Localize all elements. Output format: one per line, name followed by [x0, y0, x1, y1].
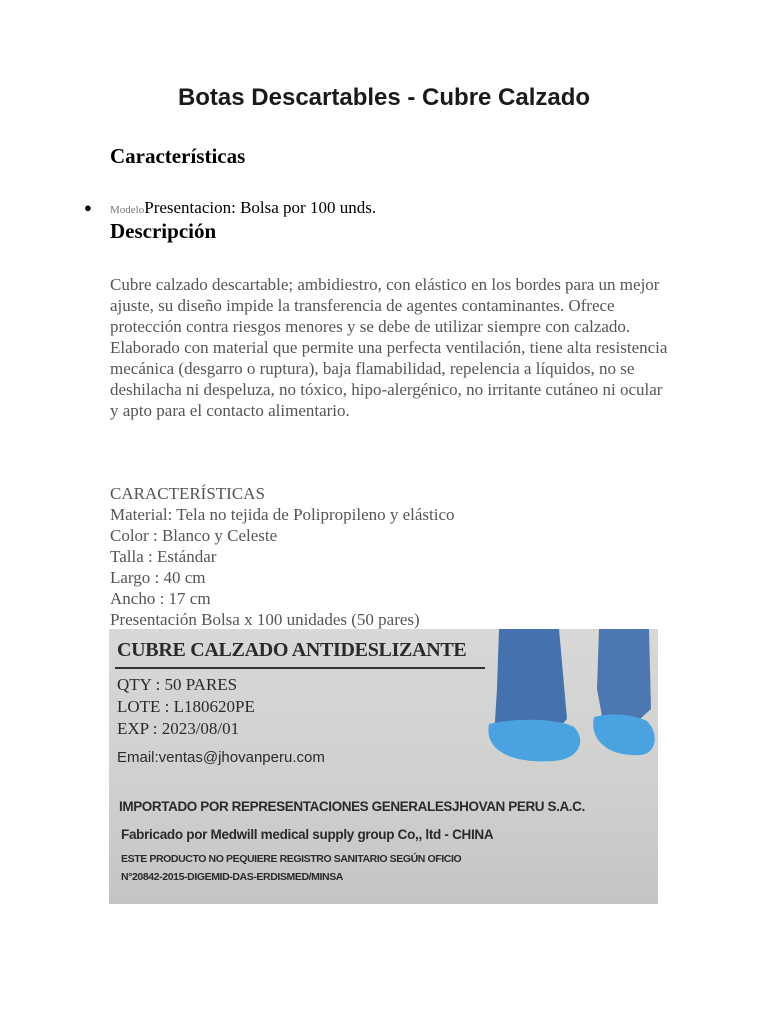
features-heading: Características	[110, 144, 246, 168]
package-registry-2: N°20842-2015-DIGEMID-DAS-ERDISMED/MINSA	[121, 871, 343, 883]
feature-bullet	[84, 198, 376, 218]
bullet-text: Presentacion: Bolsa por 100 unds.	[144, 198, 377, 217]
specs-heading: CARACTERÍSTICAS	[110, 484, 265, 503]
package-product-name: CUBRE CALZADO ANTIDESLIZANTE	[117, 639, 467, 661]
page-title: Botas Descartables - Cubre Calzado	[177, 84, 591, 111]
package-email: Email:ventas@jhovanperu.com	[117, 749, 325, 766]
bullet-dot-icon: ●	[84, 200, 92, 215]
bullet-small-label: Modelo	[110, 204, 145, 216]
package-label-photo	[109, 629, 658, 904]
description-body	[110, 274, 670, 421]
boot-covers-illustration	[479, 629, 658, 769]
spec-line: Color : Blanco y Celeste	[110, 526, 278, 545]
package-underline	[115, 667, 485, 669]
description-paragraph-2: Elaborado con material que permite una perfecta ventilación, tiene alta resistencia mecánica (desgarro o ruptura), baja flamabilidad, repelencia a líquidos, no se deshilacha ni despeluza, no tóxico, hipo-alergénico, no irritante cutáneo ni ocular y apto para el contacto alimentario.	[110, 338, 668, 420]
spec-line: Talla : Estándar	[110, 547, 217, 566]
package-lote: LOTE : L180620PE	[117, 697, 255, 716]
description-heading: Descripción	[110, 219, 217, 243]
spec-line: Largo : 40 cm	[110, 568, 206, 587]
package-importer: IMPORTADO POR REPRESENTACIONES GENERALESJHOVAN PERU S.A.C.	[119, 799, 585, 814]
package-maker: Fabricado por Medwill medical supply group Co,, ltd - CHINA	[121, 827, 494, 842]
package-exp: EXP : 2023/08/01	[117, 719, 240, 738]
spec-line: Ancho : 17 cm	[110, 589, 211, 608]
description-paragraph-1: Cubre calzado descartable; ambidiestro, con elástico en los bordes para un mejor ajuste, su diseño impide la transferencia de agentes contaminantes. Ofrece protección contra riesgos menores y se debe de utilizar siempre con calzado.	[110, 275, 660, 336]
spec-line: Material: Tela no tejida de Polipropileno y elástico	[110, 505, 455, 524]
package-qty: QTY : 50 PARES	[117, 675, 238, 694]
spec-line: Presentación Bolsa x 100 unidades (50 pares)	[110, 610, 420, 629]
specs-block	[110, 483, 670, 630]
package-registry-1: ESTE PRODUCTO NO PEQUIERE REGISTRO SANITARIO SEGÚN OFICIO	[121, 853, 462, 865]
